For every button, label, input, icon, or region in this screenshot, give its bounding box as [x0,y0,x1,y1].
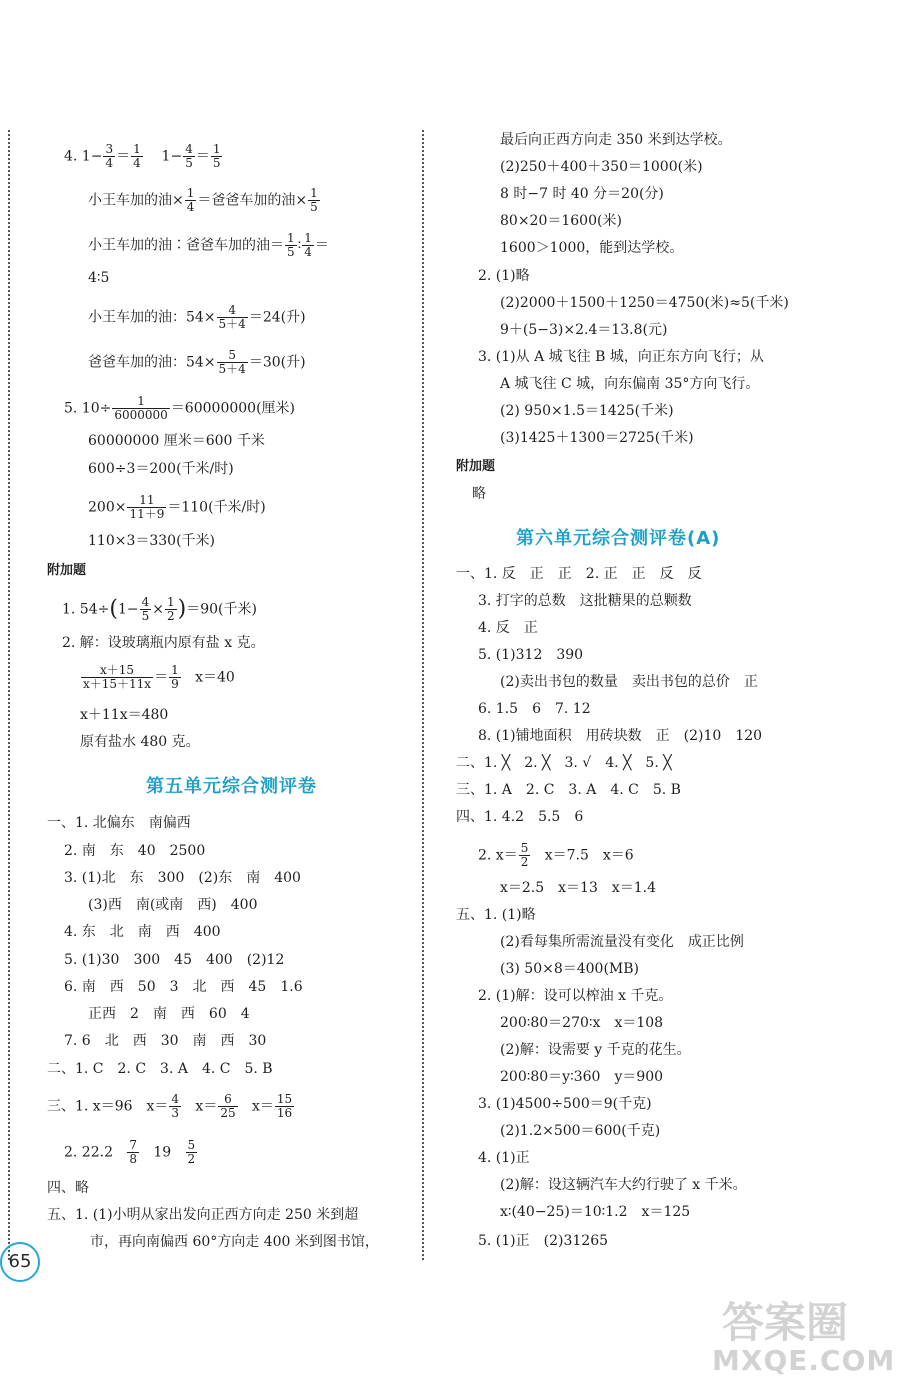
u5-s1-q4: 4. 东 北 南 西 400 [64,924,221,940]
r-line12: (3)1425＋1300＝2725(千米) [500,430,694,446]
u6-s5-q1b: (2)看每集所需流量没有变化 成正比例 [500,934,744,950]
u6-s5-q2: 2. (1)解：设可以榨油 x 千克。 [478,988,673,1004]
fraction: $\frac{1}{5}$ [287,231,295,259]
r-line3: 8 时−7 时 40 分＝20(分) [500,186,664,202]
u6-s5-q5: 5. (1)正 (2)31265 [478,1233,609,1249]
u5-s5-line2: 市，再向南偏西 60°方向走 400 米到图书馆， [90,1234,379,1250]
u6-s4-q1: 四、1. 4.2 5.5 6 [456,809,584,825]
u6-s5-q3b: (2)1.2×500＝600(千克) [500,1123,661,1139]
bonus2-line1: 2. 解：设玻璃瓶内原有盐 x 克。 [62,635,265,651]
u6-s4-q2b: x＝2.5 x＝13 x＝1.4 [500,880,657,896]
r-line1: 最后向正西方向走 350 米到达学校。 [500,132,732,148]
fraction: $\frac{11}{11+9}$ [129,493,165,521]
fraction: $\frac{6}{25}$ [220,1092,236,1120]
u6-s5-q2c: (2)解：设需要 y 千克的花生。 [500,1042,691,1058]
u6-s5-q4: 4. (1)正 [478,1150,530,1166]
fraction: $\frac{1}{5}$ [212,142,221,170]
u6-s5-q4c: x∶(40−25)＝10∶1.2 x＝125 [500,1204,691,1220]
bonus-heading-right: 附加题 [456,459,496,474]
q5-line4: 200× $\frac{11}{11+9}$ ＝110(千米/时) [88,493,266,521]
fraction: $\frac{5}{2}$ [187,1138,196,1166]
u5-s1-q3: 3. (1)北 东 300 (2)东 南 400 [64,870,301,886]
bonus-answer-right: 略 [472,486,486,502]
bonus-heading-left: 附加题 [47,563,87,578]
u5-s3-q1: 三、1. x＝96 x＝ $\frac{4}{3}$ x＝ $\frac{6}{25}$ x＝ $\frac{15}{16}$ [47,1092,293,1120]
watermark-url: MXQE.COM [712,1344,896,1377]
fraction: $\frac{4}{3}$ [171,1092,180,1120]
u5-s1-q2: 2. 南 东 40 2500 [64,843,206,859]
r-line2: (2)250＋400＋350＝1000(米) [500,159,703,175]
u5-s4: 四、略 [47,1180,89,1196]
u6-s5-q2d: 200∶80＝y∶360 y＝900 [500,1069,664,1085]
r-line9: 3. (1)从 A 城飞往 B 城，向正东方向飞行；从 [478,349,764,365]
binding-dots-middle [422,130,424,1260]
unit5-title: 第五单元综合测评卷 [146,776,317,797]
page-number: 65 [0,1242,40,1282]
r-line11: (2) 950×1.5＝1425(千米) [500,403,674,419]
u5-s1-q6b: 正西 2 南 西 60 4 [88,1006,250,1022]
fraction: $\frac{15}{16}$ [276,1092,293,1120]
u5-s1-q3b: (3)西 南(或南 西) 400 [88,897,258,913]
fraction: $\frac{3}{4}$ [105,142,114,170]
u6-s1-q5b: (2)卖出书包的数量 卖出书包的总价 正 [500,674,758,690]
u5-s1-q5: 5. (1)30 300 45 400 (2)12 [64,952,285,968]
fraction: $\frac{1}{4}$ [133,142,141,170]
bonus2-line2: $\frac{x+15}{x+15+11x}$ ＝ $\frac{1}{9}$ x＝40 [83,663,235,691]
fraction: $\frac{1}{4}$ [304,231,312,259]
u5-s1-q1: 一、1. 北偏东 南偏西 [47,815,191,831]
q5-line2: 60000000 厘米＝600 千米 [88,433,265,449]
fraction: $\frac{x+15}{x+15+11x}$ [83,663,152,691]
fraction: $\frac{1}{2}$ [166,595,175,623]
r-line5: 1600＞1000，能到达学校。 [500,240,684,256]
fraction: $\frac{4}{5}$ [185,142,193,170]
q4-line4: 4∶5 [88,270,110,286]
q5-line5: 110×3＝330(千米) [88,533,216,549]
unit6-title: 第六单元综合测评卷(A) [516,528,721,549]
u6-s2: 二、1. ╳ 2. ╳ 3. √ 4. ╳ 5. ╳ [456,755,672,771]
fraction: $\frac{1}{6000000}$ [114,394,168,422]
u6-s1-q5: 5. (1)312 390 [478,647,584,663]
u5-s1-q6: 6. 南 西 50 3 北 西 45 1.6 [64,979,303,995]
fraction: $\frac{7}{8}$ [129,1138,137,1166]
u6-s1-q6: 6. 1.5 6 7. 12 [478,701,591,717]
fraction: $\frac{1}{4}$ [186,186,195,214]
u5-s1-q7: 7. 6 北 西 30 南 西 30 [64,1033,267,1049]
bonus1: 1. 54÷(1− $\frac{4}{5}$ × $\frac{1}{2}$ )＝90(千米) [62,595,257,623]
fraction: $\frac{4}{5}$ [141,595,150,623]
u6-s1-q1: 一、1. 反 正 正 2. 正 正 反 反 [456,566,702,582]
r-line4: 80×20＝1600(米) [500,213,622,229]
binding-dots-left [8,130,10,1260]
u6-s5-q4b: (2)解：设这辆汽车大约行驶了 x 千米。 [500,1177,747,1193]
q4-line3: 小王车加的油∶爸爸车加的油＝ $\frac{1}{5}$ ∶ $\frac{1}{4}$ ＝ [88,231,329,259]
u6-s1-q8: 8. (1)铺地面积 用砖块数 正 (2)10 120 [478,728,763,744]
fraction: $\frac{1}{9}$ [171,663,179,691]
u6-s5-q2b: 200∶80＝270∶x x＝108 [500,1015,664,1031]
fraction: $\frac{4}{5+4}$ [218,303,246,331]
u5-s3-q2: 2. 22.2 $\frac{7}{8}$ 19 $\frac{5}{2}$ [64,1138,196,1166]
u6-s5-q1c: (3) 50×8＝400(MB) [500,961,640,977]
r-line10: A 城飞往 C 城，向东偏南 35°方向飞行。 [500,376,760,392]
u5-s2: 二、1. C 2. C 3. A 4. C 5. B [47,1061,273,1077]
u6-s3: 三、1. A 2. C 3. A 4. C 5. B [456,782,681,798]
q4-line5: 小王车加的油：54× $\frac{4}{5+4}$ ＝24(升) [88,303,306,331]
u6-s1-q3: 3. 打字的总数 这批糖果的总颗数 [478,593,692,609]
q5-line3: 600÷3＝200(千米/时) [88,461,234,477]
bonus2-line4: 原有盐水 480 克。 [80,734,200,750]
u6-s5-q3: 3. (1)4500÷500＝9(千克) [478,1096,652,1112]
r-line6: 2. (1)略 [478,268,530,284]
u5-s5-line1: 五、1. (1)小明从家出发向正西方向走 250 米到超 [47,1207,359,1223]
fraction: $\frac{5}{2}$ [520,841,529,869]
fraction: $\frac{5}{5+4}$ [218,348,246,376]
u6-s1-q4: 4. 反 正 [478,620,538,636]
u6-s4-q2: 2. x＝ $\frac{5}{2}$ x＝7.5 x＝6 [478,841,634,869]
q4-line6: 爸爸车加的油：54× $\frac{5}{5+4}$ ＝30(升) [88,348,306,376]
q4-line1: 4. 1− $\frac{3}{4}$ ＝ $\frac{1}{4}$ 1− $\frac{4}{5}$ ＝ $\frac{1}{5}$ [64,142,221,170]
r-line7: (2)2000＋1500＋1250＝4750(米)≈5(千米) [500,295,789,311]
u6-s5-q1: 五、1. (1)略 [456,907,536,923]
q5-line1: 5. 10÷ $\frac{1}{6000000}$ ＝60000000(厘米) [64,394,295,422]
r-line8: 9＋(5−3)×2.4＝13.8(元) [500,322,668,338]
fraction: $\frac{1}{5}$ [310,186,318,214]
watermark-logo: 答案圈 [722,1298,849,1347]
bonus2-line3: x＋11x＝480 [80,707,169,723]
q4-line2: 小王车加的油× $\frac{1}{4}$ ＝爸爸车加的油× $\frac{1}{5}$ [88,186,318,214]
